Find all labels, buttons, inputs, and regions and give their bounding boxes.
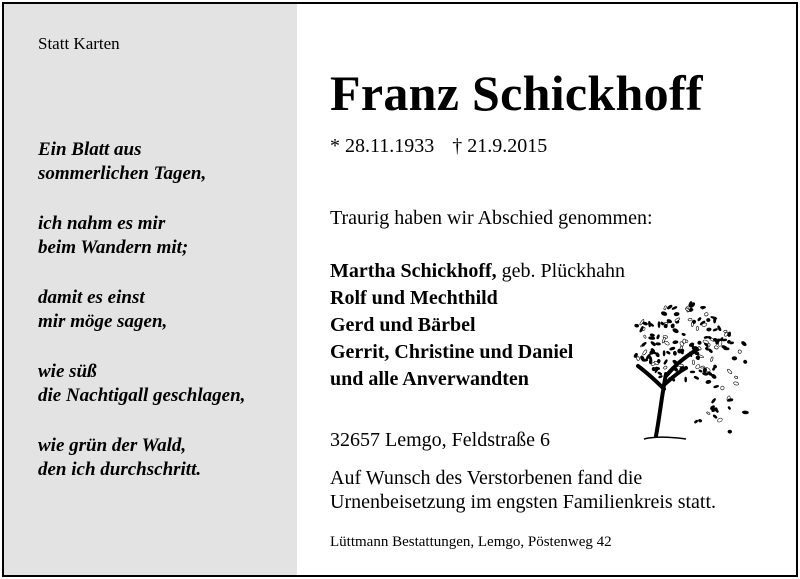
tree-leaf bbox=[706, 412, 710, 415]
tree-leaf bbox=[672, 328, 679, 334]
tree-leaf bbox=[650, 333, 655, 337]
tree-leaf bbox=[688, 318, 692, 321]
tree-leaf bbox=[708, 336, 712, 340]
statt-karten-label: Statt Karten bbox=[38, 34, 120, 53]
burial-note-line: Auf Wunsch des Verstorbenen fand die bbox=[330, 467, 643, 489]
tree-leaf bbox=[704, 312, 709, 317]
tree-leaf bbox=[660, 321, 664, 325]
poem-line: wie grün der Wald, bbox=[38, 435, 187, 456]
tree-leaf bbox=[727, 369, 733, 375]
mourner-name: Martha Schickhoff, bbox=[330, 260, 497, 282]
tree-leaf bbox=[642, 359, 648, 362]
tree-leaf bbox=[728, 430, 732, 433]
mourner-line: und alle Anverwandten bbox=[330, 368, 529, 390]
tree-leaf bbox=[642, 349, 648, 355]
tree-leaf bbox=[713, 385, 719, 388]
mourner-line: Gerrit, Christine und Daniel bbox=[330, 341, 574, 363]
tree-leaf bbox=[663, 359, 668, 365]
undertaker: Lüttmann Bestattungen, Lemgo, Pöstenweg 42 bbox=[330, 534, 612, 550]
tree-leaf bbox=[685, 307, 690, 311]
tree-leaf bbox=[699, 369, 703, 372]
tree-leaf bbox=[650, 341, 656, 347]
tree-leaf bbox=[700, 306, 705, 308]
wind-blown-tree-icon bbox=[616, 294, 751, 444]
tree-leaf bbox=[734, 376, 738, 379]
tree-leaf bbox=[634, 324, 639, 328]
tree-leaf bbox=[721, 345, 727, 350]
tree-leaf bbox=[707, 371, 713, 376]
burial-note bbox=[330, 466, 716, 514]
tree-leaf bbox=[664, 324, 668, 328]
tree-leaf bbox=[663, 366, 667, 370]
tree-leaf bbox=[695, 364, 701, 370]
tree-leaf bbox=[698, 341, 702, 345]
tree-leaf bbox=[673, 351, 677, 356]
tree-leaf bbox=[658, 322, 660, 328]
poem-panel bbox=[4, 4, 297, 575]
tree-leaf bbox=[678, 364, 683, 366]
tree-leaf bbox=[657, 372, 662, 376]
burial-note-line: Urnenbeisetzung im engsten Familienkreis statt. bbox=[330, 491, 717, 513]
tree-leaf bbox=[704, 336, 709, 339]
poem-line: wie süß bbox=[38, 361, 97, 382]
tree-leaf bbox=[683, 339, 686, 343]
poem-line: damit es einst bbox=[38, 287, 145, 308]
tree-leaf bbox=[732, 356, 737, 360]
tree-leaf bbox=[713, 328, 718, 331]
tree-leaf bbox=[658, 375, 662, 378]
poem-stanza bbox=[38, 138, 245, 186]
tree-leaf bbox=[670, 323, 675, 328]
poem-line: beim Wandern mit; bbox=[38, 237, 189, 258]
mourner-line: Gerd und Bärbel bbox=[330, 314, 476, 336]
tree-leaf bbox=[702, 372, 708, 376]
birth-date: * 28.11.1933 bbox=[330, 135, 435, 157]
mourner-line bbox=[330, 258, 625, 285]
tree-leaf bbox=[738, 350, 741, 353]
tree-leaf bbox=[717, 417, 723, 422]
mourner-line: Rolf und Mechthild bbox=[330, 287, 498, 309]
tree-leaf bbox=[712, 367, 715, 371]
tree-leaf bbox=[708, 348, 713, 353]
tree-leaf bbox=[694, 420, 698, 424]
tree-leaf bbox=[648, 336, 654, 339]
poem bbox=[38, 138, 245, 508]
poem-line: die Nachtigall geschlagen, bbox=[38, 385, 246, 406]
maiden-name: geb. Plückhahn bbox=[496, 260, 625, 282]
tree-leaf bbox=[672, 340, 678, 344]
poem-line: sommerlichen Tagen, bbox=[38, 163, 207, 184]
tree-leaf bbox=[705, 380, 711, 384]
tree-leaf bbox=[674, 312, 680, 316]
obituary-notice bbox=[2, 2, 798, 577]
tree-leaf bbox=[714, 345, 719, 349]
tree-leaf bbox=[663, 305, 666, 310]
tree-leaf bbox=[697, 317, 701, 321]
tree-leaf bbox=[672, 306, 678, 310]
tree-leaf bbox=[733, 381, 739, 385]
tree-leaf bbox=[643, 335, 646, 339]
tree-leaf bbox=[715, 408, 719, 413]
tree-leaf bbox=[666, 351, 671, 355]
poem-line: den ich durchschritt. bbox=[38, 459, 202, 480]
tree-leaf bbox=[669, 347, 675, 351]
tree-leaf bbox=[656, 334, 660, 339]
farewell-line: Traurig haben wir Abschied genommen: bbox=[330, 207, 653, 229]
poem-line: ich nahm es mir bbox=[38, 213, 166, 234]
deceased-name: Franz Schickhoff bbox=[330, 65, 703, 121]
life-dates bbox=[330, 135, 547, 158]
mourners-list bbox=[330, 258, 625, 393]
poem-line: Ein Blatt aus bbox=[38, 139, 142, 160]
tree-leaf bbox=[703, 367, 707, 372]
tree-leaf bbox=[636, 356, 640, 360]
tree-leaf bbox=[663, 351, 665, 356]
tree-leaf bbox=[694, 376, 699, 380]
tree-leaf bbox=[690, 371, 695, 373]
tree-leaf bbox=[713, 414, 718, 419]
poem-stanza bbox=[38, 434, 245, 482]
tree-leaf bbox=[691, 322, 693, 326]
tree-leaf bbox=[672, 359, 679, 365]
tree-leaf bbox=[692, 360, 695, 365]
tree-leaf bbox=[717, 325, 722, 331]
poem-line: mir möge sagen, bbox=[38, 311, 168, 332]
tree-leaf bbox=[664, 340, 670, 345]
tree-leaf bbox=[743, 359, 748, 364]
tree-leaf bbox=[685, 377, 687, 382]
tree-leaf bbox=[648, 321, 651, 327]
tree-leaf bbox=[656, 342, 661, 345]
tree-leaf bbox=[698, 419, 702, 423]
poem-stanza bbox=[38, 360, 245, 408]
tree-leaf bbox=[713, 317, 716, 323]
death-date: † 21.9.2015 bbox=[452, 135, 548, 157]
tree-leaf bbox=[710, 357, 713, 362]
tree-leaf bbox=[728, 406, 731, 410]
poem-stanza bbox=[38, 286, 245, 334]
tree-leaf bbox=[682, 333, 686, 336]
tree-leaf bbox=[720, 386, 724, 391]
tree-leaf bbox=[664, 322, 668, 324]
poem-stanza bbox=[38, 212, 245, 260]
tree-leaf bbox=[703, 339, 709, 344]
address: 32657 Lemgo, Feldstraße 6 bbox=[330, 429, 550, 451]
tree-leaf bbox=[742, 411, 748, 415]
tree-leaf bbox=[696, 327, 699, 331]
tree-leaf bbox=[706, 328, 711, 332]
tree-leaf bbox=[661, 311, 668, 316]
tree-leaf bbox=[741, 341, 747, 347]
tree-leaf bbox=[706, 318, 710, 322]
tree-leaf bbox=[711, 398, 716, 404]
